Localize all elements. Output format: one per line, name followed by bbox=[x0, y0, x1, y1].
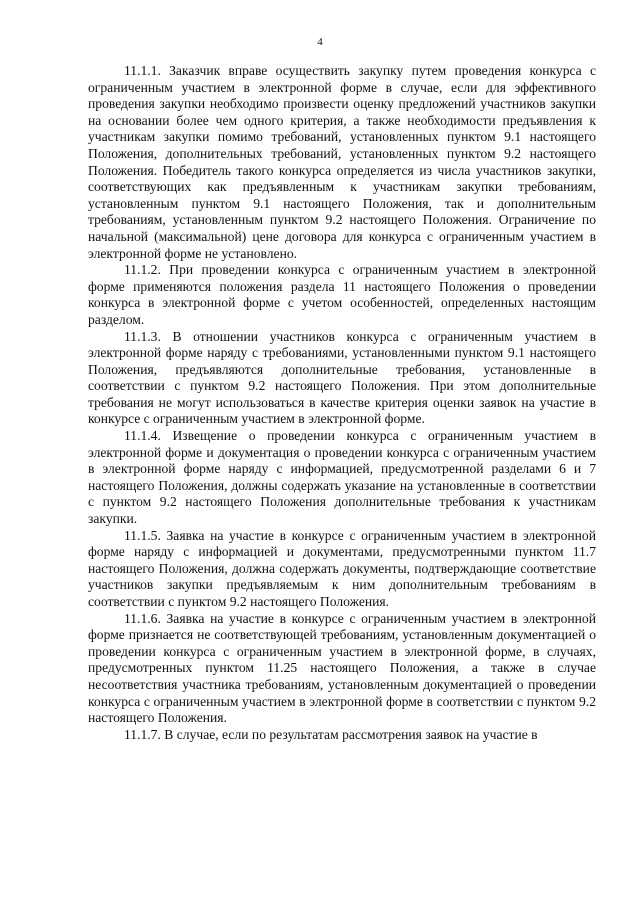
paragraph-11-1-4: 11.1.4. Извещение о проведении конкурса с ограниченным участием в электронной форме и документация о проведении конкурса с ограниченным участием в электронной форме наряду с информацией, предусмотренной разделами 6 и 7 настоящего Положения, должны содержать указание на установленные в соответствии с пунктом 9.2 настоящего Положения дополнительные требования к участникам закупки. bbox=[88, 428, 596, 527]
paragraph-11-1-2: 11.1.2. При проведении конкурса с ограниченным участием в электронной форме применяются положения раздела 11 настоящего Положения о проведении конкурса в электронной форме с учетом особенностей, определенных настоящим разделом. bbox=[88, 262, 596, 327]
paragraph-11-1-7: 11.1.7. В случае, если по результатам рассмотрения заявок на участие в bbox=[124, 726, 538, 742]
page-number: 4 bbox=[317, 36, 323, 48]
paragraph-11-1-6: 11.1.6. Заявка на участие в конкурсе с ограниченным участием в электронной форме признается не соответствующей требованиям, установленным документацией о проведении конкурса с ограниченным участием в электронной форме, в случаях, предусмотренных пунктом 11.25 настоящего Положения, а также в случае несоответствия участника требованиям, установленным документацией о проведении конкурса с ограниченным участием в электронной форме в соответствии с пунктом 9.2 настоящего Положения. bbox=[88, 610, 596, 726]
paragraph-11-1-5: 11.1.5. Заявка на участие в конкурсе с ограниченным участием в электронной форме наряду с информацией и документами, предусмотренными пунктом 11.7 настоящего Положения, должна содержать документы, подтверждающие соответствие участников закупки предъявляемым к ним дополнительным требованиям в соответствии с пунктом 9.2 настоящего Положения. bbox=[88, 527, 596, 609]
document-body bbox=[88, 63, 596, 743]
paragraph-11-1-1: 11.1.1. Заказчик вправе осуществить закупку путем проведения конкурса с ограниченным участием в электронной форме в случае, если для эффективного проведения закупки необходимо произвести оценку предложений участников закупки на основании более чем одного критерия, а также необходимости предъявления к участникам закупки помимо требований, установленных пунктом 9.1 настоящего Положения, дополнительных требований, установленных пунктом 9.2 настоящего Положения. Победитель такого конкурса определяется из числа участников закупки, соответствующих как предъявленным к участникам закупки требованиям, установленным пунктом 9.1 настоящего Положения, так и дополнительным требованиям, установленным пунктом 9.2 настоящего Положения. Ограничение по начальной (максимальной) цене договора для конкурса с ограниченным участием в электронной форме не установлено. bbox=[88, 63, 596, 261]
paragraph-11-1-3: 11.1.3. В отношении участников конкурса с ограниченным участием в электронной форме наряду с требованиями, установленными пунктом 9.1 настоящего Положения, предъявляются дополнительные требования, установленные в соответствии с пунктом 9.2 настоящего Положения. При этом дополнительные требования не могут использоваться в качестве критерия оценки заявок на участие в конкурсе с ограниченным участием в электронной форме. bbox=[88, 328, 596, 427]
